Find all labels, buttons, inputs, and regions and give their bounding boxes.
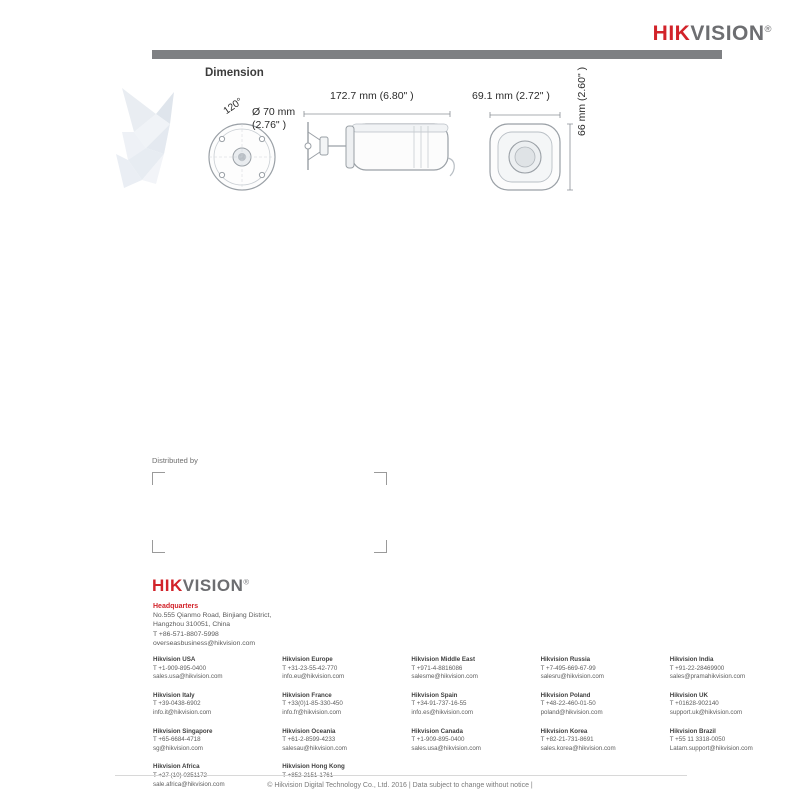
- office-entry: [411, 728, 534, 754]
- dimension-diameter-label: [252, 106, 295, 132]
- office-email[interactable]: info.eu@hikvision.com: [282, 673, 345, 681]
- office-name: Hikvision Oceania: [282, 727, 336, 735]
- logo-vision-text: VISION: [690, 22, 765, 45]
- footer-logo-hik-text: HIK: [152, 576, 183, 595]
- office-entry: [411, 692, 534, 718]
- office-name: Hikvision Poland: [540, 691, 591, 699]
- office-name: Hikvision Russia: [540, 656, 591, 663]
- dimension-diameter-line1: Ø 70 mm: [252, 106, 296, 118]
- office-email[interactable]: Latam.support@hikvision.com: [669, 744, 753, 752]
- office-phone: T +82-21-731-8691: [540, 736, 594, 744]
- office-name: Hikvision Africa: [153, 763, 200, 771]
- footer-divider: [115, 775, 687, 776]
- office-entry: [153, 728, 276, 754]
- footer-logo-vision-text: VISION: [182, 576, 244, 595]
- office-phone: T +7-495-669-67-99: [540, 664, 596, 672]
- dimension-length-label: 172.7 mm (6.80" ): [330, 90, 414, 102]
- office-email[interactable]: sales.usa@hikvision.com: [153, 673, 223, 681]
- office-entry: [153, 656, 276, 682]
- headquarters-title: Headquarters: [153, 603, 199, 610]
- hikvision-logo-top: [653, 22, 772, 46]
- office-name: Hikvision Canada: [411, 727, 463, 735]
- dimension-diameter-line2: (2.76" ): [252, 119, 287, 131]
- office-phone: T +48-22-460-01-50: [540, 700, 596, 708]
- office-email[interactable]: salesme@hikvision.com: [411, 673, 478, 681]
- headquarters-address-line: Hangzhou 310051, China: [153, 621, 231, 629]
- office-email[interactable]: info.es@hikvision.com: [411, 708, 474, 716]
- dimension-height-label: 66 mm (2.60" ): [576, 66, 588, 136]
- office-email[interactable]: info.it@hikvision.com: [153, 708, 212, 716]
- office-entry: [282, 656, 405, 682]
- dimension-width-label: 69.1 mm (2.72" ): [472, 90, 550, 102]
- office-phone: T +91-22-28469900: [669, 664, 725, 672]
- offices-grid: [153, 656, 793, 789]
- office-entry: [282, 728, 405, 754]
- office-entry: [541, 656, 664, 682]
- office-name: Hikvision UK: [669, 691, 708, 699]
- office-entry: [670, 728, 793, 754]
- office-name: Hikvision India: [669, 656, 714, 663]
- office-entry: [541, 692, 664, 718]
- office-phone: T +27 (10) 0351172: [153, 771, 207, 779]
- office-email[interactable]: sale.africa@hikvision.com: [153, 780, 225, 788]
- distributor-box-corner-top-left: [152, 472, 165, 485]
- office-email[interactable]: support.uk@hikvision.com: [669, 708, 743, 716]
- distributor-box-corner-bottom-left: [152, 540, 165, 553]
- header-bar: [152, 50, 722, 59]
- office-phone: T +61-2-8599-4233: [282, 736, 336, 744]
- dimension-angle-label: 120°: [221, 96, 245, 117]
- office-phone: T +65-6684-4718: [153, 736, 201, 744]
- office-phone: T +971-4-8816086: [411, 664, 463, 672]
- office-name: Hikvision Singapore: [153, 727, 213, 735]
- page-title: Dimension: [205, 67, 264, 79]
- office-phone: T +01628-902140: [669, 700, 719, 708]
- office-entry: [153, 692, 276, 718]
- office-entry: [670, 656, 793, 682]
- office-name: Hikvision France: [282, 691, 332, 699]
- office-entry: [541, 728, 664, 754]
- crystal-decoration-icon: [112, 88, 192, 198]
- headquarters-address-line: No.555 Qianmo Road, Binjiang District,: [153, 612, 272, 620]
- office-phone: T +1-909-895-0400: [411, 736, 465, 744]
- office-phone: T +1-909-895-0400: [153, 664, 207, 672]
- office-email[interactable]: sales.usa@hikvision.com: [411, 744, 481, 752]
- office-phone: T +34-91-737-16-55: [411, 700, 467, 708]
- office-phone: T +31-23-55-42-770: [282, 664, 338, 672]
- office-email[interactable]: sales@pramahikvision.com: [669, 673, 746, 681]
- office-name: Hikvision Middle East: [411, 656, 475, 663]
- office-phone: T +33(0)1-85-330-450: [282, 700, 343, 708]
- camera-front-view: [478, 110, 578, 202]
- office-name: Hikvision Spain: [411, 691, 458, 699]
- distributed-by-label: Distributed by: [152, 456, 198, 465]
- registered-trademark-icon: ®: [764, 24, 772, 35]
- camera-side-view: [290, 110, 460, 202]
- headquarters-email[interactable]: overseasbusiness@hikvision.com: [153, 639, 256, 647]
- office-name: Hikvision Korea: [540, 727, 588, 735]
- distributor-box-corner-bottom-right: [374, 540, 387, 553]
- office-entry: [411, 656, 534, 682]
- footer-registered-trademark-icon: ®: [243, 577, 250, 587]
- office-phone: T +55 11 3318-0050: [669, 736, 726, 744]
- office-email[interactable]: salesau@hikvision.com: [282, 744, 347, 752]
- office-name: Hikvision Italy: [153, 691, 195, 699]
- office-email[interactable]: sales.korea@hikvision.com: [540, 744, 616, 752]
- office-phone: T +852-2151-1761: [282, 771, 334, 779]
- office-phone: T +39-0438-6902: [153, 700, 201, 708]
- headquarters-block: [153, 602, 271, 648]
- office-name: Hikvision Brazil: [669, 727, 716, 735]
- office-name: Hikvision USA: [153, 656, 196, 663]
- distributor-box-corner-top-right: [374, 472, 387, 485]
- office-name: Hikvision Europe: [282, 656, 333, 663]
- logo-hik-text: HIK: [652, 22, 691, 45]
- office-email[interactable]: poland@hikvision.com: [540, 708, 603, 716]
- headquarters-phone: T +86-571-8807-5998: [153, 630, 219, 638]
- office-email[interactable]: sg@hikvision.com: [153, 744, 203, 752]
- office-entry: [282, 692, 405, 718]
- office-email[interactable]: salesru@hikvision.com: [540, 673, 604, 681]
- office-email[interactable]: info.fr@hikvision.com: [282, 708, 342, 716]
- hikvision-logo-footer: [152, 576, 250, 596]
- copyright-notice: © Hikvision Digital Technology Co., Ltd. 2016 | Data subject to change without notice |: [267, 782, 533, 789]
- office-name: Hikvision Hong Kong: [282, 763, 345, 771]
- office-entry: [670, 692, 793, 718]
